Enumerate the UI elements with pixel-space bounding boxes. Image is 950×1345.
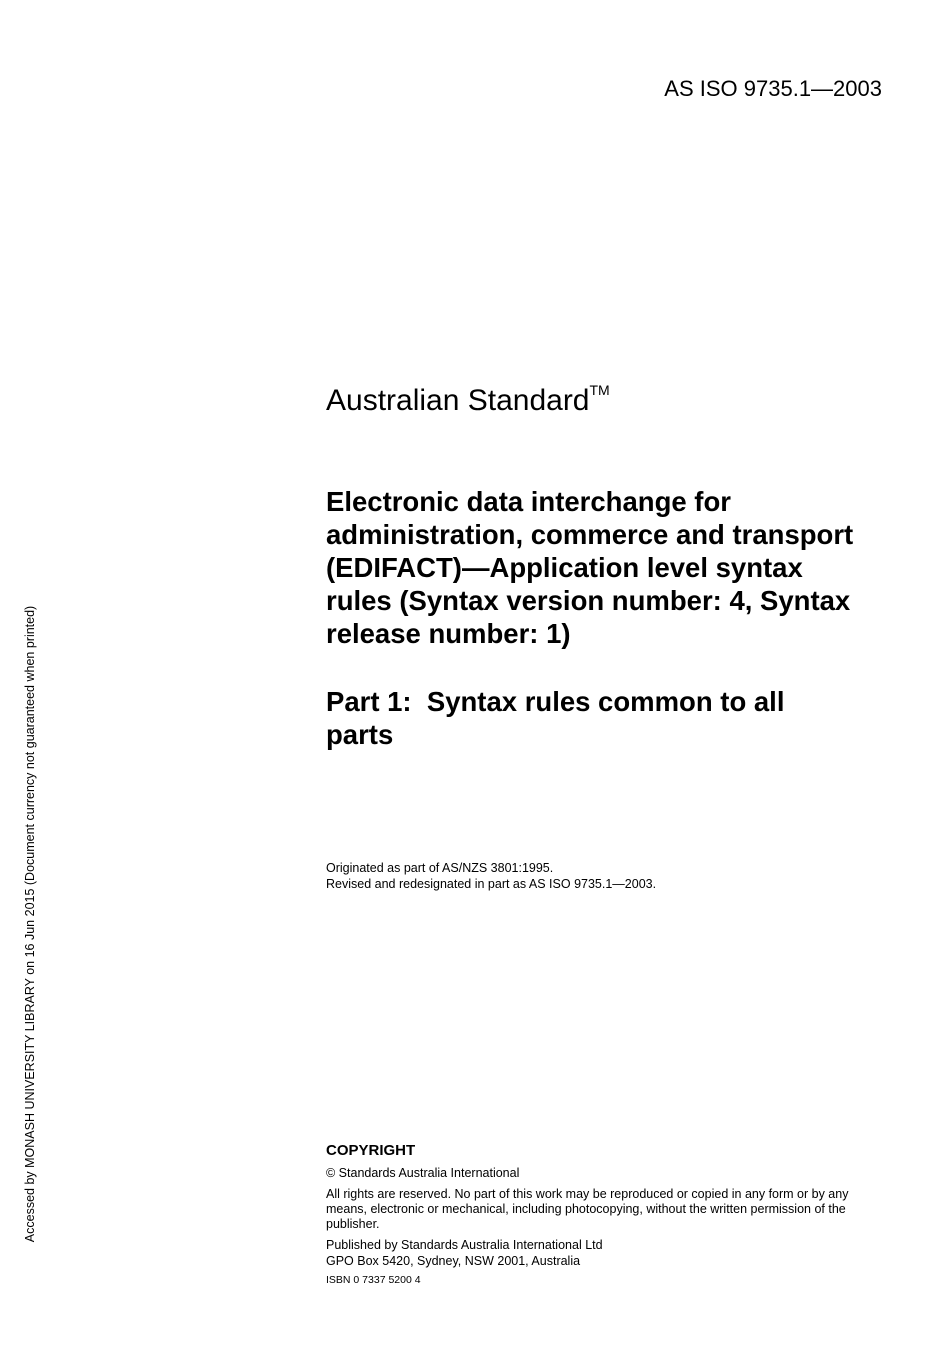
document-number: AS ISO 9735.1—2003 bbox=[664, 76, 882, 101]
publisher-name: Published by Standards Australia International Ltd bbox=[326, 1238, 603, 1252]
copyright-block bbox=[326, 1142, 882, 1287]
access-watermark-note: Accessed by MONASH UNIVERSITY LIBRARY on 16 Jun 2015 (Document currency not guaranteed when printed) bbox=[23, 605, 37, 1243]
origin-notes bbox=[326, 861, 656, 892]
title-line: administration, commerce and transport bbox=[326, 519, 854, 550]
title-line: (EDIFACT)—Application level syntax bbox=[326, 552, 803, 583]
revised-note: Revised and redesignated in part as AS ISO 9735.1—2003. bbox=[326, 876, 657, 891]
part-title-line: Part 1: Syntax rules common to all bbox=[326, 686, 785, 717]
isbn: ISBN 0 7337 5200 4 bbox=[326, 1274, 421, 1286]
standard-brand bbox=[326, 384, 610, 418]
copyright-heading: COPYRIGHT bbox=[326, 1142, 416, 1159]
originated-note: Originated as part of AS/NZS 3801:1995. bbox=[326, 861, 554, 875]
publisher-info bbox=[326, 1238, 882, 1269]
copyright-holder: © Standards Australia International bbox=[326, 1166, 520, 1180]
title-line: Electronic data interchange for bbox=[326, 486, 731, 517]
title-line: release number: 1) bbox=[326, 618, 571, 649]
rights-statement: All rights are reserved. No part of this work may be reproduced or copied in any form or by any means, electronic or mechanical, including photocopying, without the written permission of the publisher. bbox=[326, 1187, 849, 1231]
title-line: rules (Syntax version number: 4, Syntax bbox=[326, 585, 851, 616]
brand-name: Australian Standard bbox=[326, 384, 590, 417]
part-title-line: parts bbox=[326, 719, 394, 750]
trademark-mark: TM bbox=[589, 382, 610, 398]
document-title bbox=[326, 485, 916, 650]
publisher-address: GPO Box 5420, Sydney, NSW 2001, Australia bbox=[326, 1253, 581, 1268]
part-title bbox=[326, 685, 886, 751]
